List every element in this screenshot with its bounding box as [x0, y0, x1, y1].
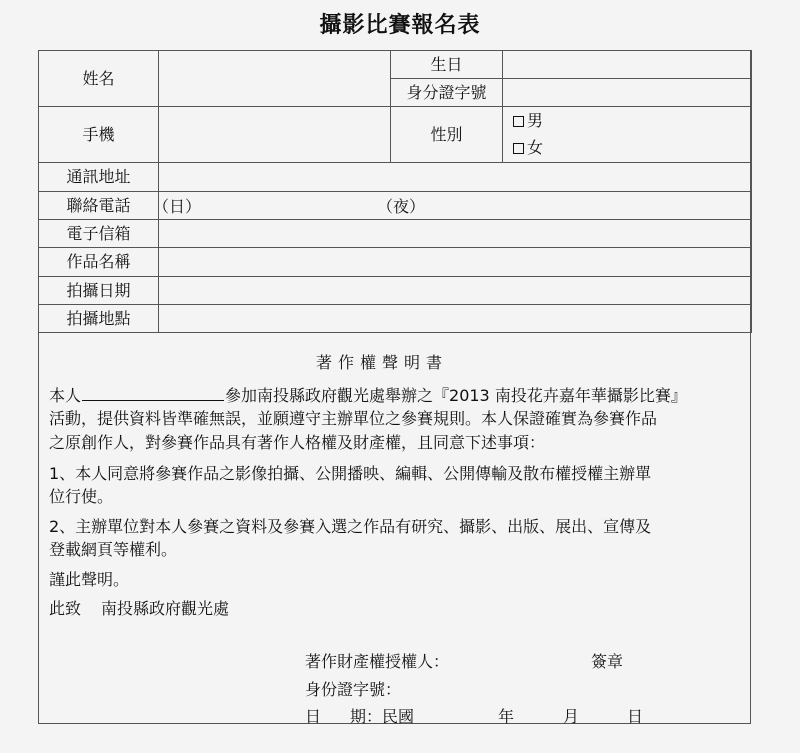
name-field[interactable]: [159, 51, 391, 107]
signature-id-label: 身份證字號：: [305, 680, 402, 699]
male-label: 男: [527, 111, 544, 130]
name-label: 姓名: [39, 51, 159, 107]
shoot-date-field[interactable]: [159, 277, 752, 305]
date-period-label: 期：民國: [350, 707, 415, 726]
gender-label: 性別: [391, 107, 503, 163]
declaration-title: 著作權聲明書: [316, 353, 449, 372]
date-day-char: 日: [305, 707, 322, 726]
gender-option-male[interactable]: [503, 108, 751, 135]
addressee-prefix: 此致: [49, 599, 82, 618]
address-field[interactable]: [159, 163, 752, 192]
male-checkbox[interactable]: [513, 116, 524, 127]
addressee-org: 南投縣政府觀光處: [101, 599, 230, 618]
item-1-line-1: 1、本人同意將參賽作品之影像拍攝、公開播映、編輯、公開傳輸及散布權授權主辦單: [49, 464, 652, 483]
birthday-field[interactable]: [503, 51, 752, 79]
shoot-place-label: 拍攝地點: [39, 305, 159, 333]
date-year-label: 年: [498, 707, 515, 726]
id-number-field[interactable]: [503, 79, 752, 107]
applicant-name-blank[interactable]: [82, 386, 224, 401]
date-day-label: 日: [627, 707, 644, 726]
item-1-line-2: 位行使。: [49, 487, 114, 506]
female-label: 女: [527, 138, 544, 157]
declaration-line-1-text: 參加南投縣政府觀光處舉辦之『2013 南投花卉嘉年華攝影比賽』: [225, 386, 687, 405]
mobile-label: 手機: [39, 107, 159, 163]
item-2-line-1: 2、主辦單位對本人參賽之資料及參賽入選之作品有研究、攝影、出版、展出、宣傳及: [49, 517, 652, 536]
phone-night-label: （夜）: [377, 197, 426, 216]
birthday-label: 生日: [391, 51, 503, 79]
addressee-line: [49, 596, 229, 619]
mobile-field[interactable]: [159, 107, 391, 163]
registration-table: [38, 50, 752, 333]
work-title-field[interactable]: [159, 248, 752, 277]
grantor-label: 著作財產權授權人：: [305, 652, 450, 671]
shoot-place-field[interactable]: [159, 305, 752, 333]
gender-option-female[interactable]: [503, 135, 751, 162]
shoot-date-label: 拍攝日期: [39, 277, 159, 305]
gender-options: [503, 107, 752, 163]
female-checkbox[interactable]: [513, 143, 524, 154]
closing-statement: 謹此聲明。: [49, 570, 130, 589]
form-title: 攝影比賽報名表: [319, 13, 481, 38]
email-label: 電子信箱: [39, 220, 159, 248]
item-2-line-2: 登載網頁等權利。: [49, 540, 178, 559]
work-title-label: 作品名稱: [39, 248, 159, 277]
id-number-label: 身分證字號: [391, 79, 503, 107]
email-field[interactable]: [159, 220, 752, 248]
date-month-label: 月: [563, 707, 580, 726]
declaration-line-3: 之原創作人，對參賽作品具有著作人格權及財產權，且同意下述事項：: [49, 433, 546, 452]
phone-day-label: （日）: [153, 197, 202, 216]
declaration-line-2: 活動，提供資料皆準確無誤，並願遵守主辦單位之參賽規則。本人保證確實為參賽作品: [49, 409, 658, 428]
phone-field[interactable]: [153, 192, 752, 220]
seal-label: 簽章: [591, 652, 624, 671]
declaration-line-1: [49, 383, 687, 406]
phone-label: 聯絡電話: [39, 192, 159, 220]
address-label: 通訊地址: [39, 163, 159, 192]
declaration-prefix: 本人: [49, 386, 82, 405]
